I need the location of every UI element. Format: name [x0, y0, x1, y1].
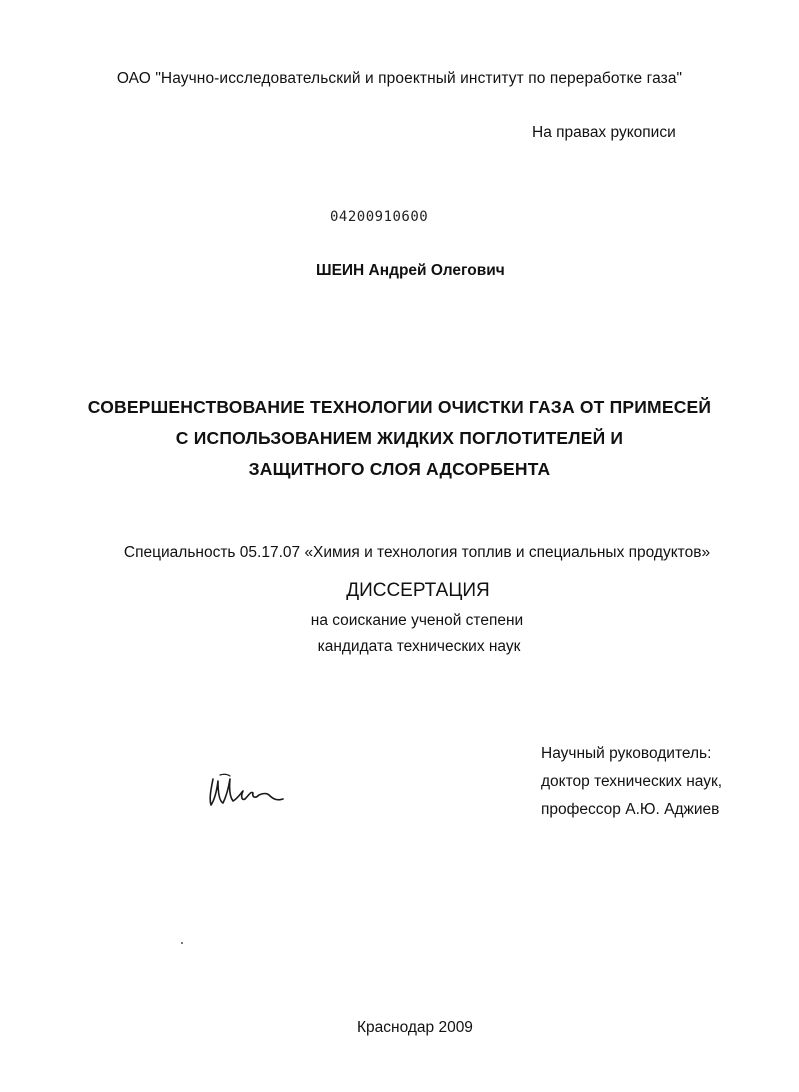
supervisor-degree: доктор технических наук,	[541, 773, 723, 790]
manuscript-note: На правах рукописи	[532, 124, 676, 141]
supervisor-label: Научный руководитель:	[541, 745, 712, 762]
title-line-1: СОВЕРШЕНСТВОВАНИЕ ТЕХНОЛОГИИ ОЧИСТКИ ГАЗА ОТ ПРИМЕСЕЙ	[87, 397, 712, 417]
inventory-number: 04200910600	[330, 209, 429, 225]
degree-line-2: кандидата технических наук	[317, 638, 521, 655]
author-signature	[205, 765, 295, 815]
author-name: ШЕИН Андрей Олегович	[316, 262, 505, 279]
degree-line-1: на соискание ученой степени	[310, 612, 524, 629]
title-line-2: С ИСПОЛЬЗОВАНИЕМ ЖИДКИХ ПОГЛОТИТЕЛЕЙ И	[175, 428, 624, 448]
specialty-line: Специальность 05.17.07 «Химия и технология топлив и специальных продуктов»	[123, 544, 711, 561]
supervisor-name: профессор А.Ю. Аджиев	[541, 801, 720, 818]
organization-line: ОАО "Научно-исследовательский и проектный институт по переработке газа"	[116, 70, 683, 87]
document-type: ДИССЕРТАЦИЯ	[346, 580, 490, 601]
city-year: Краснодар 2009	[357, 1019, 473, 1036]
title-line-3: ЗАЩИТНОГО СЛОЯ АДСОРБЕНТА	[248, 459, 551, 479]
scan-speck	[181, 942, 183, 944]
